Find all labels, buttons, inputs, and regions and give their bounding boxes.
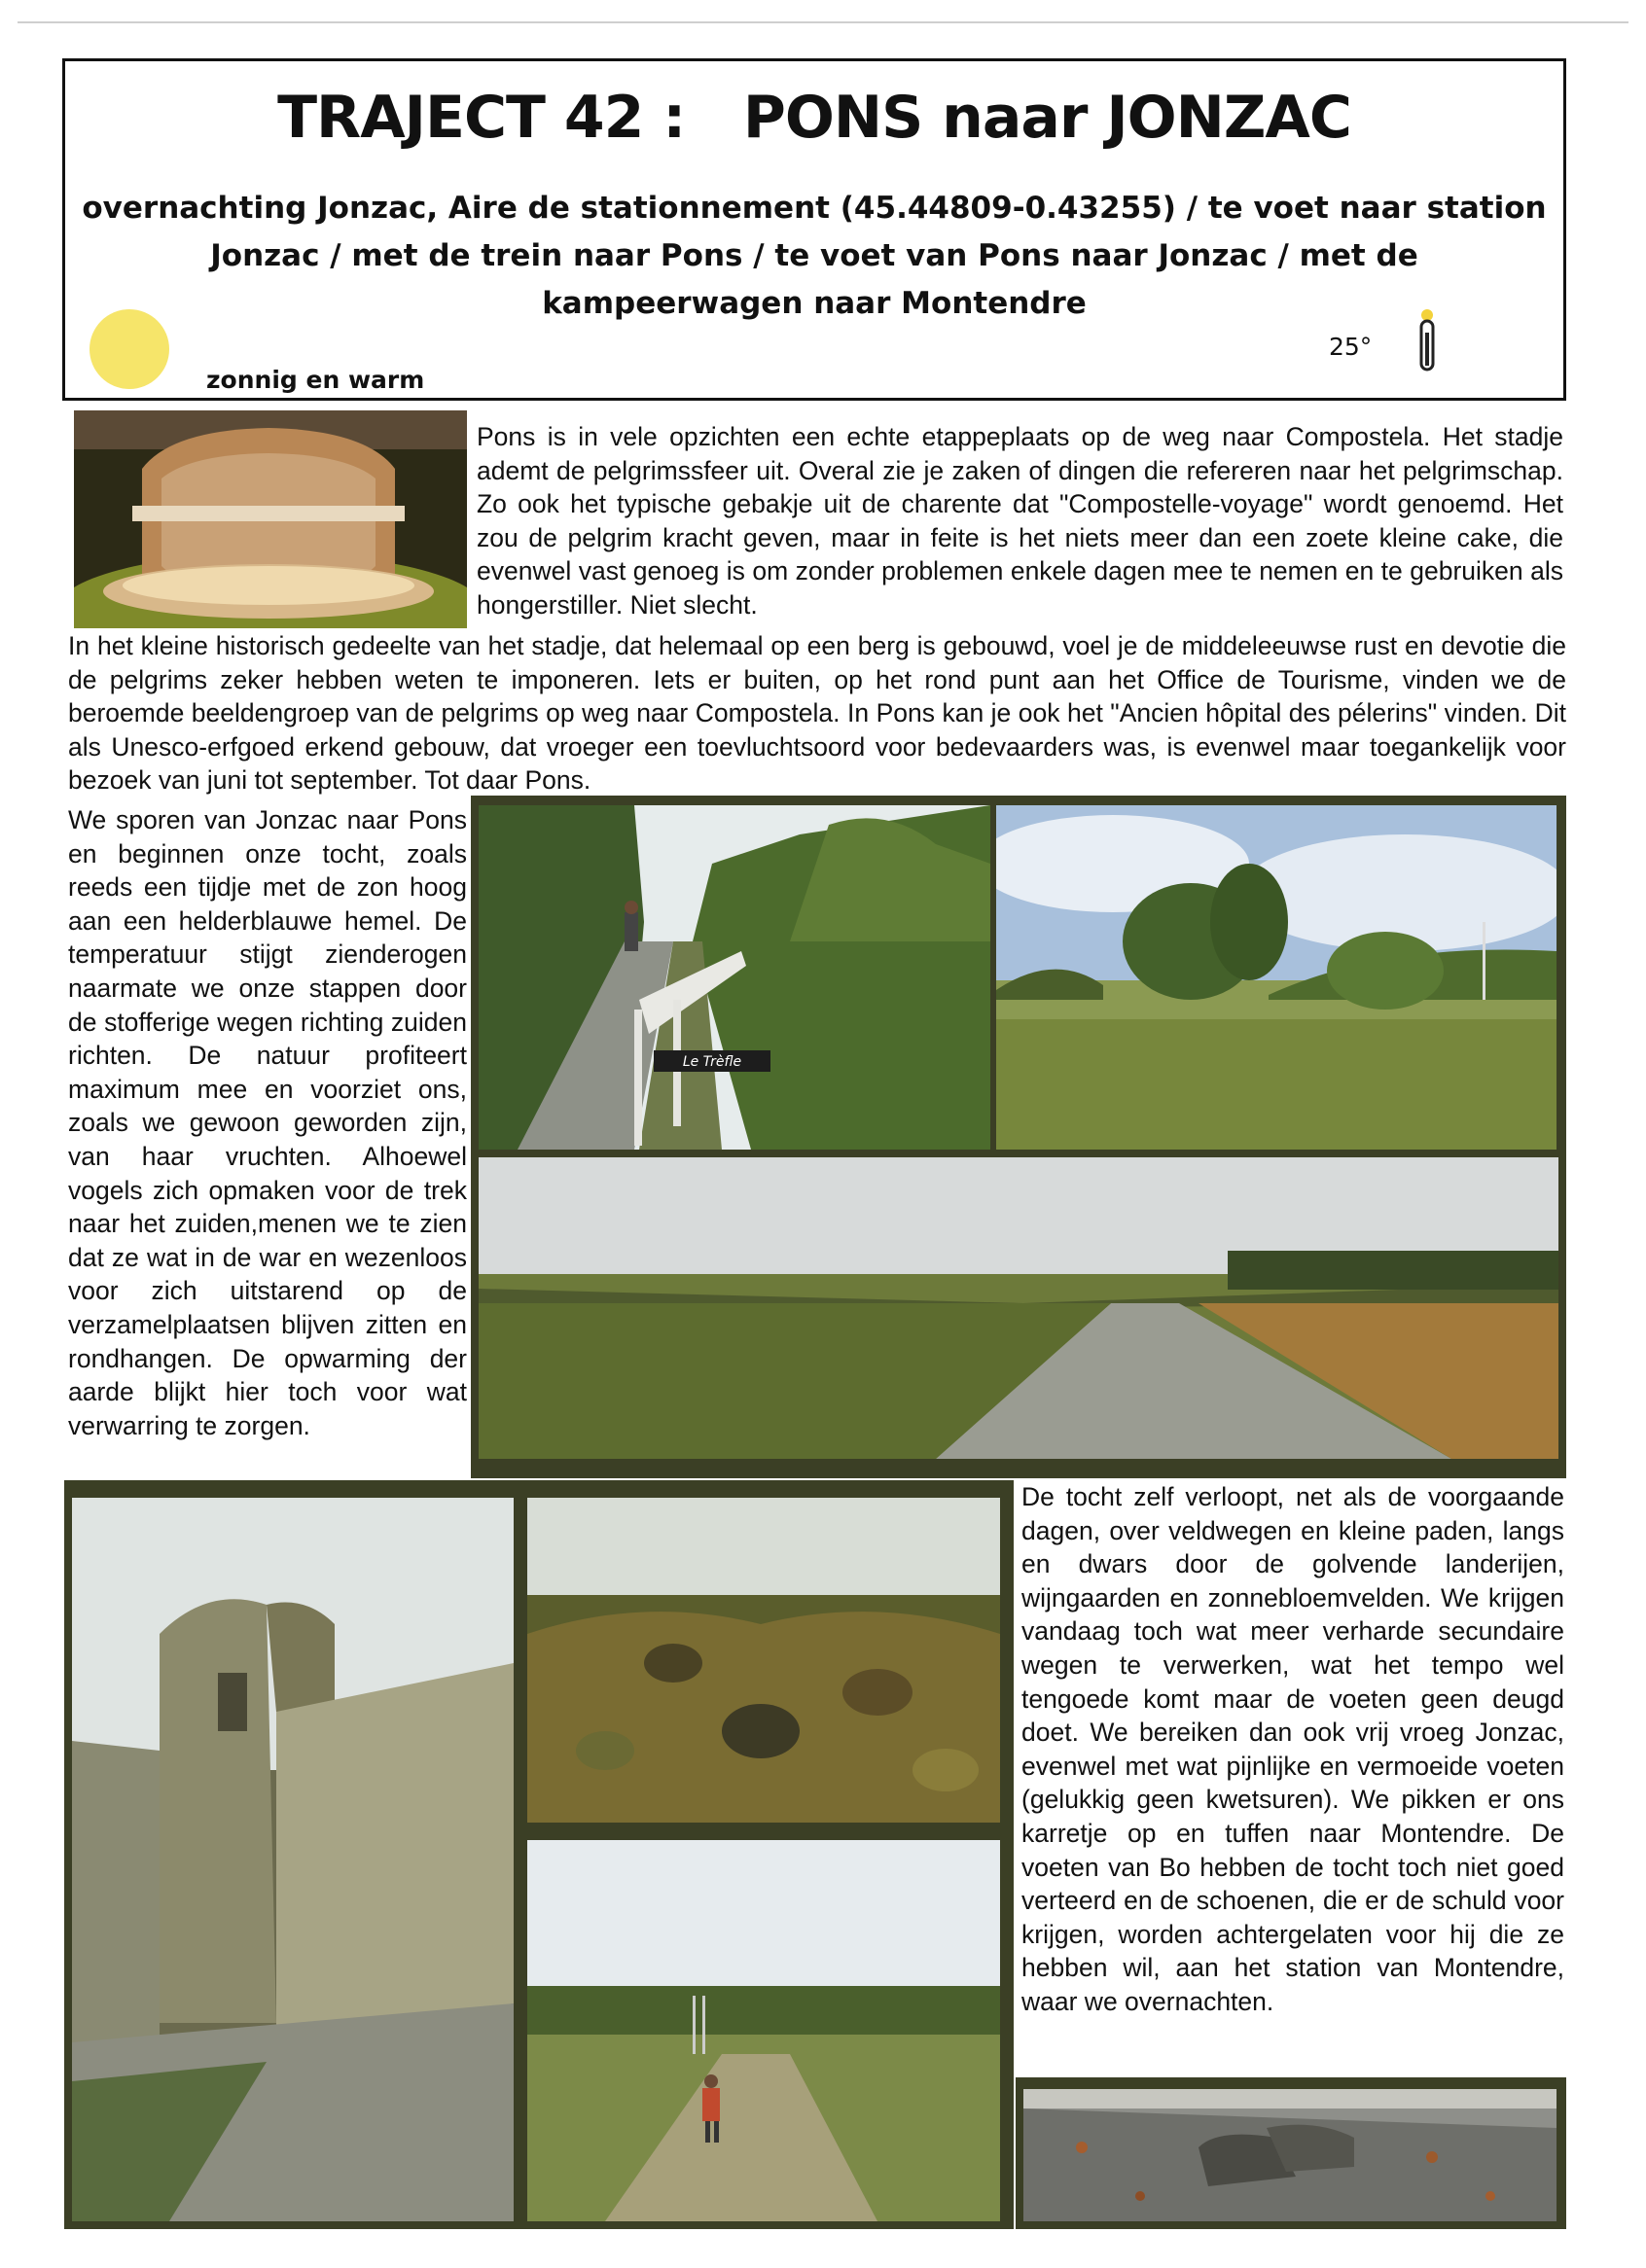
trefle-sign-text: Le Trèfle (682, 1054, 742, 1070)
walker-in-vineyard-photo (527, 1840, 1000, 2221)
intro-paragraph: Pons is in vele opzichten een echte etappeplaats op de weg naar Compostela. Het stadje ademt de pelgrimssfeer uit. Overal zie je zaken of dingen die refereren naar het pelgrimschap. Zo ook het typische gebakje uit de charente dat "Compostelle-voyage" wordt genoemd. Het zou de pelgrim kracht geven, maar in feite is het niets meer dan een zoete kleine cake, die evenwel vast genoeg is om zonder problemen enkele dagen mee te nemen en te gebruiken als hongerstiller. Niet slecht. (477, 422, 1563, 620)
weather-label: zonnig en warm (206, 366, 425, 394)
abandoned-shoes-photo (1023, 2089, 1557, 2221)
top-rule (18, 21, 1628, 23)
page-subtitle: overnachting Jonzac, Aire de stationnement (45.44809-0.43255) / te voet naar station Jonzac / met de trein naar Pons / te voet van Pons naar Jonzac / met de kampeerwagen naar Montendre (82, 191, 1547, 321)
road-with-walker-photo (479, 805, 990, 1150)
cake-photo (74, 410, 467, 628)
sunflower-field-photo (527, 1498, 1000, 1823)
meadow-trees-photo (996, 805, 1557, 1150)
temperature-value: 25° (1329, 333, 1373, 361)
sun-icon (89, 309, 169, 389)
journey-paragraph-right: De tocht zelf verloopt, net als de voorgaande dagen, over veldwegen en kleine paden, langs en dwars door de golvende landerijen, wijngaarden en zonnebloemvelden. We krijgen vandaag toch wat meer verharde secundaire wegen te verwerken, wat het tempo wel tengoede komt maar de voeten geen deugd doet. We bereiken dan ook vrij vroeg Jonzac, evenwel met wat pijnlijke en vermoeide voeten (gelukkig geen kwetsuren). We pikken er ons karretje op en tuffen naar Montendre. De voeten van Bo hebben de tocht toch niet goed verteerd en de schoenen, die er de schuld voor krijgen, worden achtergelaten voor hij die ze hebben wil, aan het station van Montendre, waar we overnachten. (1021, 1482, 1564, 2016)
thermometer-icon (1414, 307, 1440, 379)
page-title: TRAJECT 42 : PONS naar JONZAC (277, 84, 1351, 152)
field-road-panorama-photo (479, 1157, 1558, 1459)
journey-paragraph-left: We sporen van Jonzac naar Pons en beginnen onze tocht, zoals reeds een tijdje met de zon hoog aan een helderblauwe hemel. De temperatuur stijgt zienderogen naarmate we onze stappen door de stofferige wegen richting zuiden richten. De natuur profiteert maximum mee en voorziet ons, zoals we gewoon geworden zijn, van haar vruchten. Alhoewel vogels zich opmaken voor de trek naar het zuiden,menen we te zien dat ze wat in de war en wezenloos voor zich uitstarend op de verzamelplaatsen blijven zitten en rondhangen. De opwarming der aarde blijkt hier toch voor wat verwarring te zorgen. (68, 805, 467, 1440)
stone-tower-photo (72, 1498, 514, 2221)
pons-paragraph: In het kleine historisch gedeelte van het stadje, dat helemaal op een berg is gebouwd, voel je de middeleeuwse rust en devotie die de pelgrims zeker hebben weten te imponeren. Iets er buiten, op het rond punt aan het Office de Tourisme, vinden we de beroemde beeldengroep van de pelgrims op weg naar Compostela. In Pons kan je ook het "Ancien hôpital des pélerins" vinden. Dit als Unesco-erfgoed erkend gebouw, dat vroeger een toevluchtsoord voor bedevaarders was, is evenwel maar toegankelijk voor bezoek van juni tot september. Tot daar Pons. (68, 631, 1566, 796)
